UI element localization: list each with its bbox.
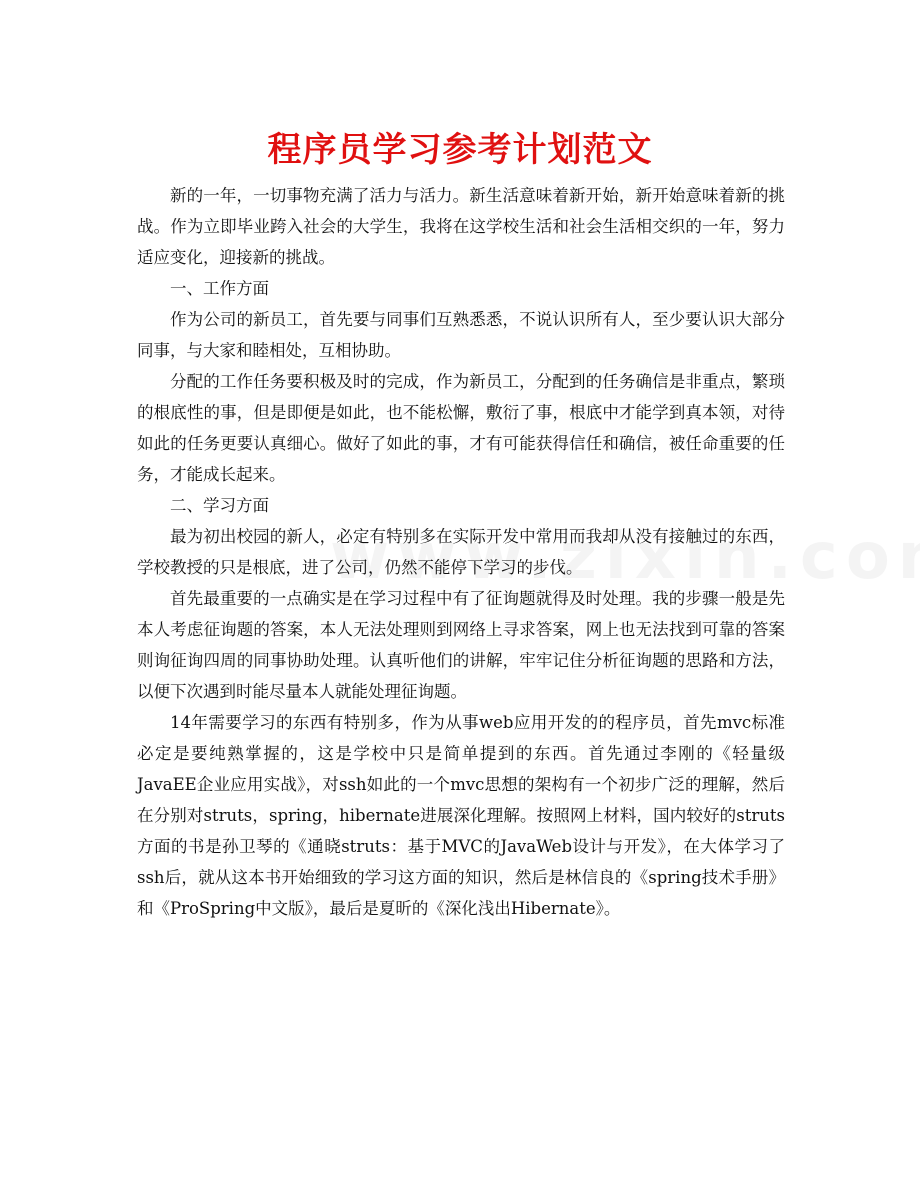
paragraph-intro: 新的一年，一切事物充满了活力与活力。新生活意味着新开始，新开始意味着新的挑战。作为立即毕业跨入社会的大学生，我将在这学校生活和社会生活相交织的一年，努力适应变化，迎接新的挑战。 — [137, 186, 785, 267]
paragraph-study-2: 首先最重要的一点确实是在学习过程中有了征询题就得及时处理。我的步骤一般是先本人考虑征询题的答案，本人无法处理则到网络上寻求答案，网上也无法找到可靠的答案则询征询四周的同事协助处理。认真听他们的讲解，牢牢记住分析征询题的思路和方法，以便下次遇到时能尽量本人就能处理征询题。 — [137, 589, 785, 701]
paragraph-study-3: 14年需要学习的东西有特别多，作为从事web应用开发的的程序员，首先mvc标准必定是要纯熟掌握的，这是学校中只是简单提到的东西。首先通过李刚的《轻量级JavaEE企业应用实战》，对ssh如此的一个mvc思想的架构有一个初步广泛的理解，然后在分别对struts，spring，hibernate进展深化理解。按照网上材料，国内较好的struts方面的书是孙卫琴的《通晓struts：基于MVC的JavaWeb设计与开发》，在大体学习了ssh后，就从这本书开始细致的学习这方面的知识，然后是林信良的《spring技术手册》和《ProSpring中文版》，最后是夏昕的《深化浅出Hibernate》。 — [137, 713, 785, 918]
section-heading-work: 一、工作方面 — [170, 279, 269, 298]
document-body — [137, 180, 785, 924]
paragraph-work-1: 作为公司的新员工，首先要与同事们互熟悉悉，不说认识所有人，至少要认识大部分同事，与大家和睦相处，互相协助。 — [137, 310, 785, 360]
paragraph-work-2: 分配的工作任务要积极及时的完成，作为新员工，分配到的任务确信是非重点，繁琐的根底性的事，但是即便是如此，也不能松懈，敷衍了事，根底中才能学到真本领，对待如此的任务更要认真细心。做好了如此的事，才有可能获得信任和确信，被任命重要的任务，才能成长起来。 — [137, 372, 785, 484]
document-title: 程序员学习参考计划范文 — [267, 130, 653, 170]
section-heading-study: 二、学习方面 — [170, 496, 269, 515]
paragraph-study-1: 最为初出校园的新人，必定有特别多在实际开发中常用而我却从没有接触过的东西，学校教授的只是根底，进了公司，仍然不能停下学习的步伐。 — [137, 527, 785, 577]
